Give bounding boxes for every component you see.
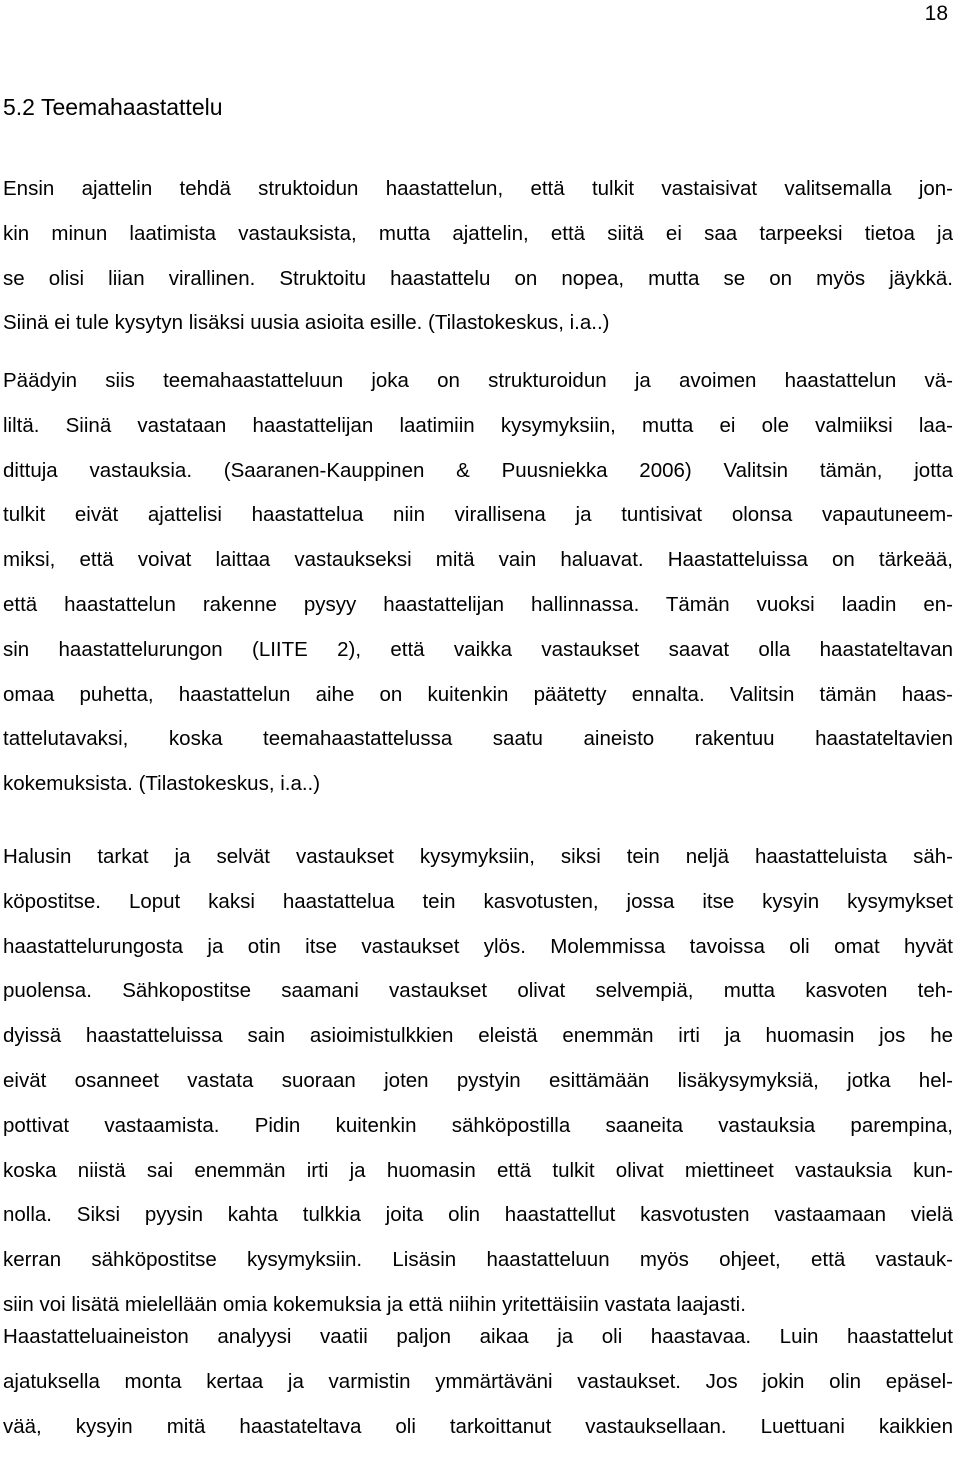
text-line: että haastattelun rakenne pysyy haastattelijan hallinnassa. Tämän vuoksi laadin en-	[3, 593, 953, 616]
text-line: Halusin tarkat ja selvät vastaukset kysymyksiin, siksi tein neljä haastatteluista säh-	[3, 845, 953, 868]
text-line: Päädyin siis teemahaastatteluun joka on strukturoidun ja avoimen haastattelun vä-	[3, 369, 953, 392]
text-line: liltä. Siinä vastataan haastattelijan laatimiin kysymyksiin, mutta ei ole valmiiksi laa-	[3, 413, 953, 437]
text-line: pottivat vastaamista. Pidin kuitenkin sähköpostilla saaneita vastauksia parempina,	[3, 1113, 953, 1137]
text-line: haastattelurungosta ja otin itse vastaukset ylös. Molemmissa tavoissa oli omat hyvät	[3, 934, 953, 958]
text-line: nolla. Siksi pyysin kahta tulkkia joita olin haastattellut kasvotusten vastaamaan vielä	[3, 1203, 953, 1227]
text-line: sin haastattelurungon (LIITE 2), että vaikka vastaukset saavat olla haastateltavan	[3, 637, 953, 661]
text-line: Ensin ajattelin tehdä struktoidun haastattelun, että tulkit vastaisivat valitsemalla jon-	[3, 177, 953, 200]
text-line: köpostitse. Loput kaksi haastattelua tein kasvotusten, jossa itse kysyin kysymykset	[3, 889, 953, 913]
text-line: Siinä ei tule kysytyn lisäksi uusia asioita esille. (Tilastokeskus, i.a..)	[3, 311, 610, 335]
text-line: puolensa. Sähkopostitse saamani vastaukset olivat selvempiä, mutta kasvoten teh-	[3, 979, 953, 1003]
text-line: kokemuksista. (Tilastokeskus, i.a..)	[3, 772, 321, 796]
text-line: miksi, että voivat laittaa vastaukseksi mitä vain haluavat. Haastatteluissa on tärkeää,	[3, 548, 953, 572]
text-line: vää, kysyin mitä haastateltava oli tarkoittanut vastauksellaan. Luettuani kaikkien	[3, 1414, 953, 1438]
text-line: Haastatteluaineiston analyysi vaatii paljon aikaa ja oli haastavaa. Luin haastattelut	[3, 1325, 953, 1348]
text-line: tulkit eivät ajattelisi haastattelua niin virallisena ja tuntisivat olonsa vapautuneem-	[3, 503, 953, 527]
text-line: siin voi lisätä mielellään omia kokemuksia ja että niihin yritettäisiin vastata laajasti.	[3, 1293, 746, 1316]
text-line: kin minun laatimista vastauksista, mutta ajattelin, että siitä ei saa tarpeeksi tietoa ja	[3, 221, 953, 245]
text-line: dyissä haastatteluissa sain asioimistulkkien eleistä enemmän irti ja huomasin jos he	[3, 1024, 953, 1048]
text-line: ajatuksella monta kertaa ja varmistin ymmärtäväni vastaukset. Jos jokin olin epäsel-	[3, 1369, 953, 1393]
text-line: tattelutavaksi, koska teemahaastattelussa saatu aineisto rakentuu haastateltavien	[3, 727, 953, 751]
page-number: 18	[924, 2, 948, 25]
section-heading: 5.2 Teemahaastattelu	[3, 94, 223, 120]
text-line: dittuja vastauksia. (Saaranen-Kauppinen & Puusniekka 2006) Valitsin tämän, jotta	[3, 458, 953, 482]
text-line: se olisi liian virallinen. Struktoitu haastattelu on nopea, mutta se on myös jäykkä.	[3, 266, 953, 290]
text-line: eivät osanneet vastata suoraan joten pystyin esittämään lisäkysymyksiä, jotka hel-	[3, 1069, 953, 1092]
text-line: koska niistä sai enemmän irti ja huomasin että tulkit olivat miettineet vastauksia kun-	[3, 1158, 953, 1182]
text-line: omaa puhetta, haastattelun aihe on kuitenkin päätetty ennalta. Valitsin tämän haas-	[3, 682, 953, 706]
text-line: kerran sähköpostitse kysymyksiin. Lisäsin haastatteluun myös ohjeet, että vastauk-	[3, 1248, 953, 1272]
